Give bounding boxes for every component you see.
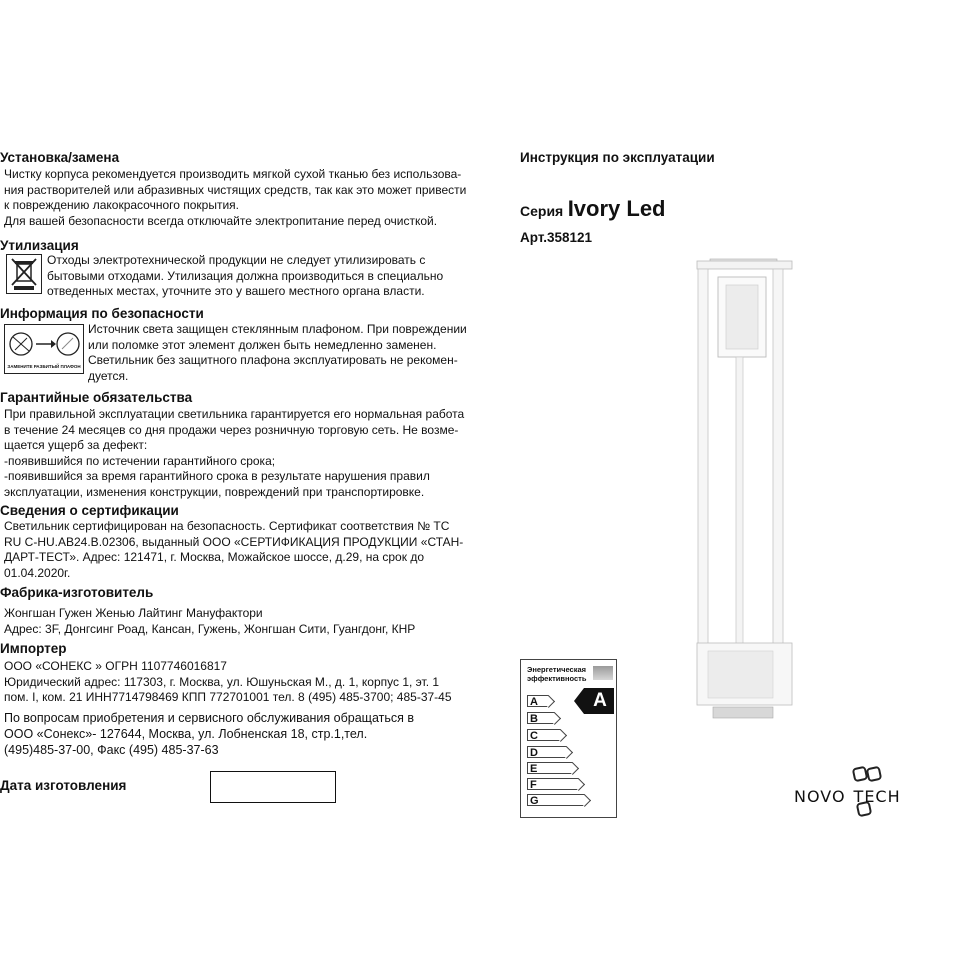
text-line: эксплуатации, изменения конструкции, повреждений при транспортировке.: [4, 484, 425, 499]
cert-title: Сведения о сертификации: [0, 503, 179, 518]
warranty-title: Гарантийные обязательства: [0, 390, 193, 405]
cert-text: [4, 519, 463, 581]
text-line: 01.04.2020г.: [4, 565, 71, 580]
brand-name: [794, 787, 901, 806]
brand-part-left: NOVO: [794, 787, 846, 806]
text-line: в течение 24 месяцев со дня продажи через розничную торговую сеть. Не возме-: [4, 422, 459, 437]
disposal-text: [47, 253, 443, 300]
energy-rating-arrow: [574, 688, 614, 714]
text-line: По вопросам приобретения и сервисного обслуживания обращаться в: [4, 711, 414, 725]
importer-title: Импортер: [0, 641, 67, 656]
article-number: Арт.358121: [520, 230, 593, 245]
energy-class-E: E: [527, 762, 573, 774]
energy-class-C: C: [527, 729, 561, 741]
text-line: отведенных местах, уточните это у вашего местного органа власти.: [47, 284, 425, 298]
install-text: [4, 167, 466, 229]
importer-text: [4, 659, 452, 706]
warranty-text: [4, 407, 464, 500]
energy-title: [527, 665, 586, 683]
energy-class-A: A: [527, 695, 549, 707]
brand-logo: [790, 763, 966, 823]
text-line: Адрес: 3F, Донгсинг Роад, Кансан, Гужень, Жонгшан Сити, Гуангдонг, КНР: [4, 621, 416, 636]
text-line: дуется.: [88, 368, 129, 383]
text-line: бытовыми отходами. Утилизация должна производиться в специально: [47, 268, 444, 283]
product-image: [688, 255, 800, 730]
brand-part-right: TECH: [853, 787, 901, 806]
text-line: к повреждению лакокрасочного покрытия.: [4, 198, 240, 212]
safety-text: [88, 322, 467, 384]
text-line: RU C-HU.AB24.B.02306, выданный ООО «СЕРТИФИКАЦИЯ ПРОДУКЦИИ «СТАН-: [4, 534, 464, 549]
text-line: Юридический адрес: 117303, г. Москва, ул. Юшуньская М., д. 1, корпус 1, эт. 1: [4, 674, 440, 689]
text-line: Светильник без защитного плафона эксплуатировать не рекомен-: [88, 353, 458, 367]
energy-title-line: Энергетическая: [527, 665, 586, 674]
text-line: Чистку корпуса рекомендуется производить мягкой сухой тканью без использова-: [4, 167, 462, 181]
icon-caption: ЗАМЕНИТЕ РАЗБИТЫЙ ПЛАФОН: [7, 364, 81, 369]
energy-title-line: эффективность: [527, 674, 587, 683]
manual-title: Инструкция по эксплуатации: [520, 150, 715, 165]
service-text: [4, 710, 414, 758]
text-line: Отходы электротехнической продукции не следует утилизировать с: [47, 253, 426, 267]
text-line: -появившийся за время гарантийного срока в результате нарушения правил: [4, 469, 430, 483]
energy-class-D: D: [527, 746, 567, 758]
text-line: Источник света защищен стеклянным плафоном. При повреждении: [88, 322, 467, 336]
series-name: Ivory Led: [567, 196, 666, 221]
energy-class-G: G: [527, 794, 585, 806]
text-line: ния растворителей или абразивных чистящих средств, так как это может привести: [4, 182, 467, 197]
series-prefix: Серия: [520, 203, 564, 219]
text-line: ООО «СОНЕКС » ОГРН 1107746016817: [4, 659, 227, 673]
text-line: пом. I, ком. 21 ИНН7714798469 КПП 772701001 тел. 8 (495) 485-3700; 485-37-45: [4, 690, 452, 704]
text-line: Жонгшан Гужен Женью Лайтинг Мануфактори: [4, 606, 263, 620]
disposal-title: Утилизация: [0, 238, 79, 253]
series-line: [520, 196, 666, 222]
text-line: При правильной эксплуатации светильника гарантируется его нормальная работа: [4, 407, 465, 421]
energy-class-F: F: [527, 778, 579, 790]
text-line: ООО «Сонекс»- 127644, Москва, ул. Лобненская 18, стр.1,тел.: [4, 727, 368, 741]
date-box: [210, 771, 336, 803]
text-line: ДАРТ-ТЕСТ». Адрес: 121471, г. Москва, Можайское шоссе, д.29, на срок до: [4, 550, 424, 564]
text-line: Для вашей безопасности всегда отключайте электропитание перед очисткой.: [4, 213, 438, 228]
install-title: Установка/замена: [0, 150, 120, 165]
text-line: (495)485-37-00, Факс (495) 485-37-63: [4, 743, 219, 757]
text-line: или поломке этот элемент должен быть немедленно заменен.: [88, 337, 437, 352]
text-line: Светильник сертифицирован на безопасность. Сертификат соответствия № ТС: [4, 519, 450, 533]
energy-class-B: B: [527, 712, 555, 724]
energy-label: [520, 659, 617, 818]
factory-text: [4, 606, 415, 637]
energy-rating: A: [593, 690, 607, 711]
safety-title: Информация по безопасности: [0, 306, 204, 321]
date-label: Дата изготовления: [0, 778, 127, 793]
text-line: -появившийся по истечении гарантийного срока;: [4, 453, 276, 468]
energy-color-strip: [593, 666, 613, 680]
crossed-bin-icon: [6, 254, 42, 294]
text-line: щается ущерб за дефект:: [4, 438, 148, 452]
replace-glass-icon: [4, 324, 84, 374]
factory-title: Фабрика-изготовитель: [0, 585, 154, 600]
